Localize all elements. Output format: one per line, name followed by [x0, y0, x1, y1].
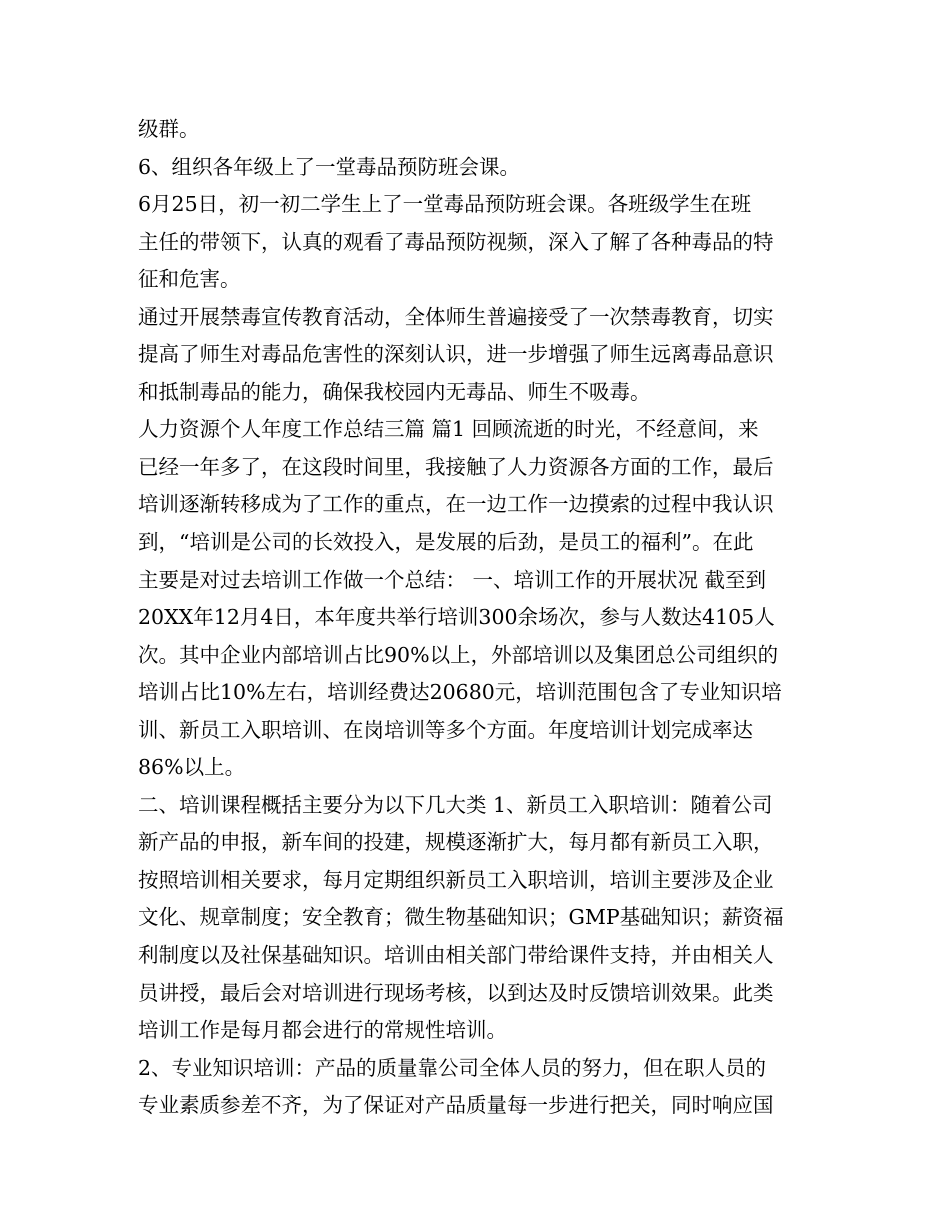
document-body [138, 111, 814, 1125]
text-line: 和抵制毒品的能力，确保我校园内无毒品、师生不吸毒。 [138, 379, 651, 404]
text-line: 提高了师生对毒品危害性的深刻认识，进一步增强了师生远离毒品意识 [138, 342, 774, 367]
text-line: 训、新员工入职培训、在岗培训等多个方面。年度培训计划完成率达 [138, 717, 753, 742]
text-line: 专业素质参差不齐，为了保证对产品质量每一步进行把关，同时响应国 [138, 1093, 774, 1118]
text-line: 86%以上。 [138, 755, 246, 780]
text-line: 人力资源个人年度工作总结三篇 篇1 回顾流逝的时光，不经意间，来 [138, 417, 759, 442]
text-line: 员讲授，最后会对培训进行现场考核，以到达及时反馈培训效果。此类 [138, 980, 774, 1005]
text-line: 培训逐渐转移成为了工作的重点，在一边工作一边摸索的过程中我认识 [138, 492, 774, 517]
text-line: 20XX年12月4日，本年度共举行培训300余场次，参与人数达4105人 [138, 605, 775, 630]
text-line: 6、组织各年级上了一堂毒品预防班会课。 [138, 154, 521, 179]
text-line: 级群。 [138, 117, 200, 141]
text-line: 通过开展禁毒宣传教育活动，全体师生普遍接受了一次禁毒教育，切实 [138, 304, 774, 329]
text-line: 文化、规章制度；安全教育；微生物基础知识；GMP基础知识；薪资福 [138, 905, 784, 930]
text-line: 二、培训课程概括主要分为以下几大类 1、新员工入职培训：随着公司 [138, 792, 773, 817]
text-line: 新产品的申报，新车间的投建，规模逐渐扩大，每月都有新员工入职， [138, 830, 774, 855]
text-line: 培训占比10%左右，培训经费达20680元，培训范围包含了专业知识培 [138, 680, 782, 705]
text-line: 主任的带领下，认真的观看了毒品预防视频，深入了解了各种毒品的特 [138, 229, 774, 254]
text-line: 征和危害。 [138, 267, 241, 292]
text-line: 6月25日，初一初二学生上了一堂毒品预防班会课。各班级学生在班 [138, 192, 752, 217]
text-line: 按照培训相关要求，每月定期组织新员工入职培训，培训主要涉及企业 [138, 867, 774, 892]
text-line: 已经一年多了，在这段时间里，我接触了人力资源各方面的工作，最后 [138, 454, 774, 479]
text-line: 培训工作是每月都会进行的常规性培训。 [138, 1018, 507, 1043]
text-line: 2、专业知识培训：产品的质量靠公司全体人员的努力，但在职人员的 [138, 1055, 767, 1080]
text-line: 次。其中企业内部培训占比90%以上，外部培训以及集团总公司组织的 [138, 642, 779, 667]
text-line: 到，“培训是公司的长效投入，是发展的后劲，是员工的福利”。在此 [138, 530, 754, 555]
text-line: 主要是对过去培训工作做一个总结： 一、培训工作的开展状况 截至到 [138, 567, 767, 592]
text-line: 利制度以及社保基础知识。培训由相关部门带给课件支持，并由相关人 [138, 943, 774, 968]
